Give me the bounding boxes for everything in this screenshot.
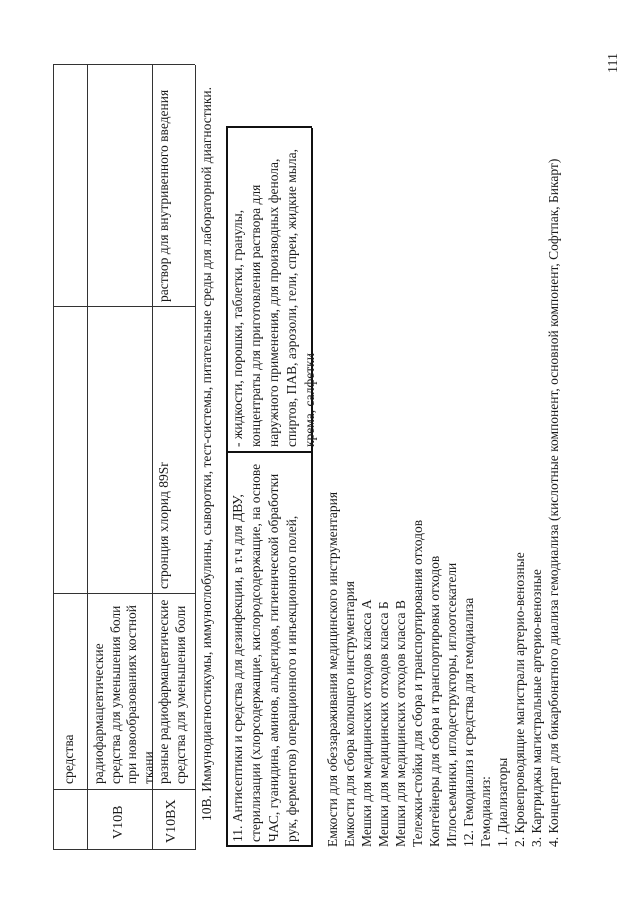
section-10v: 10В. Иммунодиагностикумы, иммуноглобулины, сыворотки, тест-системы, питательные среды для лабораторной диагностики. (199, 86, 214, 821)
list-item: Мешки для медицинских отходов класса Б (376, 601, 391, 847)
disinfection-forms: - жидкости, порошки, таблетки, гранулы, концентраты для приготовления раствора для наружного применения, для производных фенола, спиртов, ПАВ, аэрозоли, гели, спреи, жидкие мыла, крема, салфетки (230, 149, 317, 447)
table-row-substance: стронция хлорид 89Sr (156, 462, 171, 589)
disinfection-category: 11. Антисептики и средства для дезинфекции, в т.ч для ДВУ, стерилизации (хлорсодержащие, кислородсодержащие, на основе ЧАС, гуанидина, аминов, альдегидов, гигиенической обработки рук, ферментов) операционного и инъекционного полей, (230, 463, 299, 842)
list-item: 2. Кровепроводящие магистрали артерио-венозные (512, 552, 527, 847)
table-row-form: раствор для внутривенного введения (156, 89, 171, 302)
list-item: Емкости для сбора колющего инструментария (342, 581, 357, 847)
table-row-name: разные радиофармацевтические средства для уменьшения боли (156, 599, 188, 784)
list-item: Тележки-стойки для сбора и транспортирования отходов (410, 519, 425, 847)
table-row-name: радиофармацевтические средства для уменьшения боли при новообразованиях костной ткани (91, 605, 156, 784)
table-header-cell: средства (61, 734, 76, 784)
list-item: 4. Концентрат для бикарбонатного диализа гемодиализа (кислотные компонент, основной компонент, Софтпак, Бикарт) (546, 158, 561, 847)
list-item: Мешки для медицинских отходов класса А (359, 599, 374, 847)
list-item: Мешки для медицинских отходов класса В (393, 600, 408, 847)
list-item: Емкости для обеззараживания медицинского инструментария (325, 491, 340, 847)
table-row-code: V10BX (164, 799, 179, 843)
table-row-code: V10B (111, 805, 126, 839)
list-item: 3. Картриджы магистральные артерио-венозные (529, 569, 544, 847)
list-item: Контейнеры для сбора и транспортировки отходов (427, 555, 442, 847)
page-number: 111 (606, 53, 621, 73)
list-item: 12. Гемодиализ и средства для гемодиализа (461, 597, 476, 847)
list-item: Иглосъемники, иглодеструкторы, иглоотсекатели (444, 562, 459, 847)
list-item: Гемодиализ: (478, 776, 493, 847)
list-item: 1. Диализаторы (495, 757, 510, 847)
